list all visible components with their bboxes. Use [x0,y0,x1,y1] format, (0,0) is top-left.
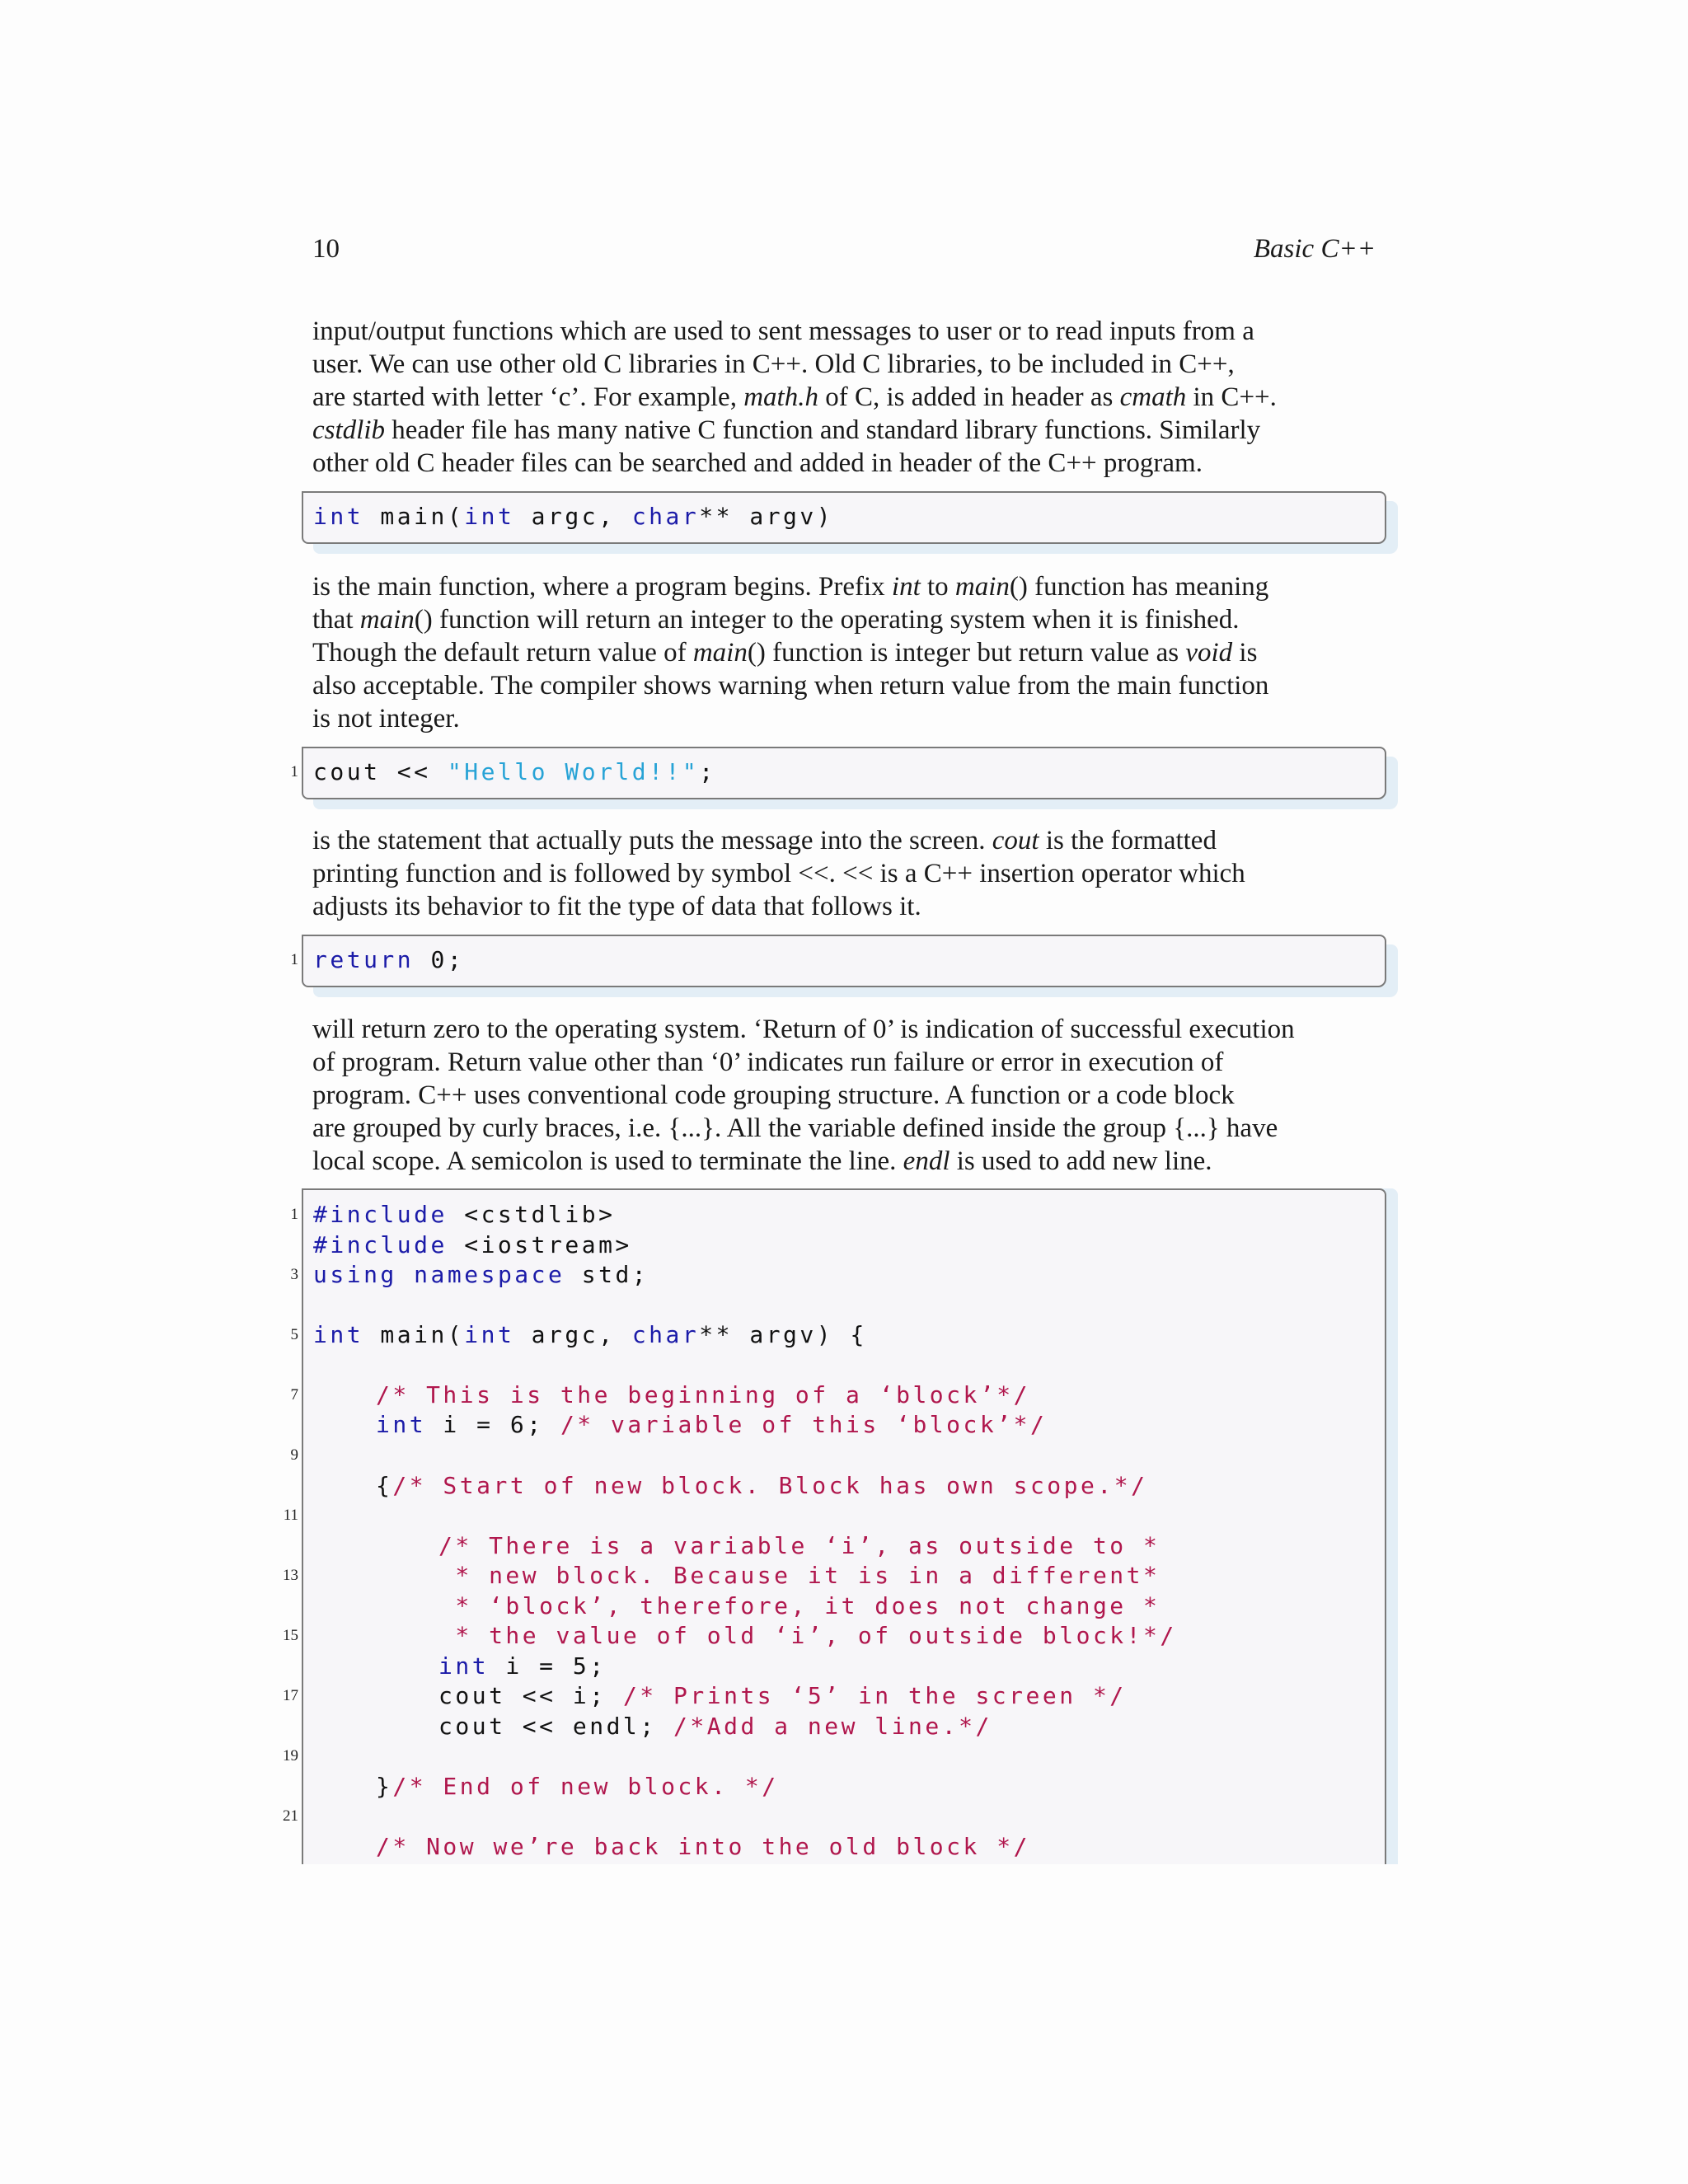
code-line: {/* Start of new block. Block has own scope.*/ [376,1472,1148,1499]
code-line: int i = 5; [438,1652,607,1680]
code-line: #include <iostream> [313,1231,632,1258]
line-number: 19 [283,1747,298,1765]
code-line: int main(int argc, char** argv) { [313,1321,867,1348]
paragraph-line: of program. Return value other than ‘0’ indicates run failure or error in execution of [312,1047,1224,1077]
paragraph-line: are started with letter ‘c’. For example, math.h of C, is added in header as cmath in C++. [312,382,1277,412]
code-line: using namespace std; [313,1261,649,1288]
line-number: 9 [290,1446,298,1464]
paragraph-line: will return zero to the operating system. ‘Return of 0’ is indication of successful execution [312,1015,1295,1044]
paragraph-line: input/output functions which are used to sent messages to user or to read inputs from a [312,316,1254,346]
code-line: cout << endl; /*Add a new line.*/ [438,1713,992,1740]
line-number: 1 [290,951,298,968]
line-number: 5 [290,1326,298,1343]
code-block [302,935,1386,987]
code-line: /* There is a variable ‘i’, as outside to * [438,1532,1160,1559]
paragraph-line: are grouped by curly braces, i.e. {...}. All the variable defined inside the group {...} have [312,1113,1278,1143]
line-number: 1 [290,1206,298,1223]
line-number: 1 [290,763,298,780]
paragraph-line: printing function and is followed by symbol <<. << is a C++ insertion operator which [312,859,1245,888]
page-header [312,234,1376,275]
code-line: }/* End of new block. */ [376,1773,779,1800]
paragraph-line: cstdlib header file has many native C function and standard library functions. Similarly [312,415,1261,445]
code-line: cout << "Hello World!!"; [313,758,716,785]
inline-code-term: cstdlib [312,415,385,445]
line-number: 17 [283,1687,298,1704]
paragraph-line: user. We can use other old C libraries in C++. Old C libraries, to be included in C++, [312,349,1235,379]
running-title: Basic C++ [1253,234,1376,264]
code-line: /* Now we’re back into the old block */ [376,1833,1030,1860]
paragraph-line: local scope. A semicolon is used to terminate the line. endl is used to add new line. [312,1146,1212,1176]
code-line: return 0; [313,946,465,973]
line-number: 13 [283,1567,298,1584]
code-line: #include <cstdlib> [313,1201,616,1228]
line-number: 15 [283,1627,298,1644]
code-line: int i = 6; /* variable of this ‘block’*/ [376,1411,1048,1438]
code-line: * new block. Because it is in a different* [438,1562,1160,1589]
page-number: 10 [312,234,340,264]
paragraph-line: Though the default return value of main() function is integer but return value as void is [312,638,1258,668]
paragraph-line: also acceptable. The compiler shows warning when return value from the main function [312,671,1269,701]
line-number: 3 [290,1266,298,1283]
code-line: * the value of old ‘i’, of outside block!*/ [438,1622,1177,1649]
paragraph-line: adjusts its behavior to fit the type of data that follows it. [312,892,921,921]
paragraph-line: that main() function will return an integer to the operating system when it is finished. [312,605,1240,635]
inline-code-term: cmath [1119,382,1187,412]
code-line: * ‘block’, therefore, it does not change * [438,1592,1160,1619]
code-line: cout << i; /* Prints ‘5’ in the screen */ [438,1682,1127,1709]
paragraph-line: is the statement that actually puts the message into the screen. cout is the formatted [312,826,1217,855]
code-line: /* This is the beginning of a ‘block’*/ [376,1381,1030,1408]
inline-code-term: math.h [743,382,818,412]
line-number: 11 [283,1507,298,1524]
paragraph-line: is not integer. [312,704,460,733]
paragraph-line: is the main function, where a program begins. Prefix int to main() function has meaning [312,572,1269,602]
paragraph-line: other old C header files can be searched and added in header of the C++ program. [312,448,1203,478]
code-line: int main(int argc, char** argv) [313,503,834,530]
paragraph-line: program. C++ uses conventional code grouping structure. A function or a code block [312,1080,1235,1110]
line-number: 21 [283,1807,298,1825]
line-number: 7 [290,1386,298,1404]
